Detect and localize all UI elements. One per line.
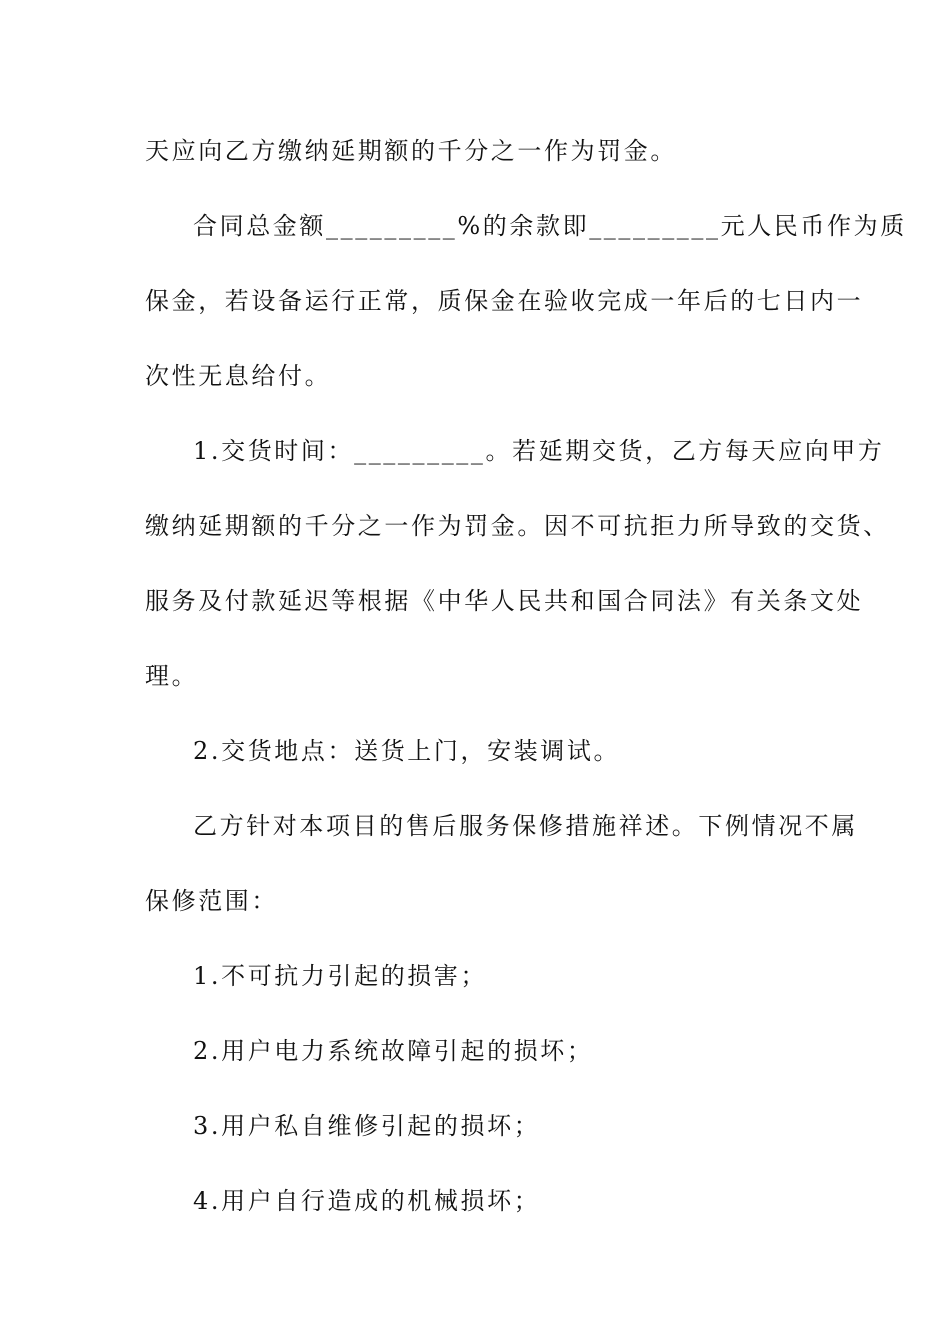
- text-line-retention-end: 次性无息给付。: [145, 362, 332, 390]
- text-line-warranty-intro: 乙方针对本项目的售后服务保修措施祥述。下例情况不属: [193, 812, 858, 840]
- text-line-warranty-scope: 保修范围：: [145, 887, 278, 915]
- text-line-penalty-end: 天应向乙方缴纳延期额的千分之一作为罚金。: [145, 137, 677, 165]
- list-item-force-majeure: 1.不可抗力引起的损害；: [193, 962, 488, 990]
- text-line-delivery-time: 1.交货时间：_________。若延期交货，乙方每天应向甲方: [193, 437, 885, 465]
- list-item-power-failure: 2.用户电力系统故障引起的损坏；: [193, 1037, 594, 1065]
- text-line-delivery-penalty: 缴纳延期额的千分之一作为罚金。因不可抗拒力所导致的交货、: [145, 512, 890, 540]
- text-line-handling: 理。: [145, 662, 199, 690]
- list-item-self-repair: 3.用户私自维修引起的损坏；: [193, 1112, 541, 1140]
- text-line-force-majeure: 服务及付款延迟等根据《中华人民共和国合同法》有关条文处: [145, 587, 864, 615]
- list-item-mechanical-damage: 4.用户自行造成的机械损坏；: [193, 1187, 541, 1215]
- text-line-delivery-location: 2.交货地点：送货上门，安装调试。: [193, 737, 621, 765]
- text-line-retention-start: 合同总金额_________%的余款即_________元人民币作为质: [193, 212, 907, 240]
- text-line-retention-middle: 保金，若设备运行正常，质保金在验收完成一年后的七日内一: [145, 287, 864, 315]
